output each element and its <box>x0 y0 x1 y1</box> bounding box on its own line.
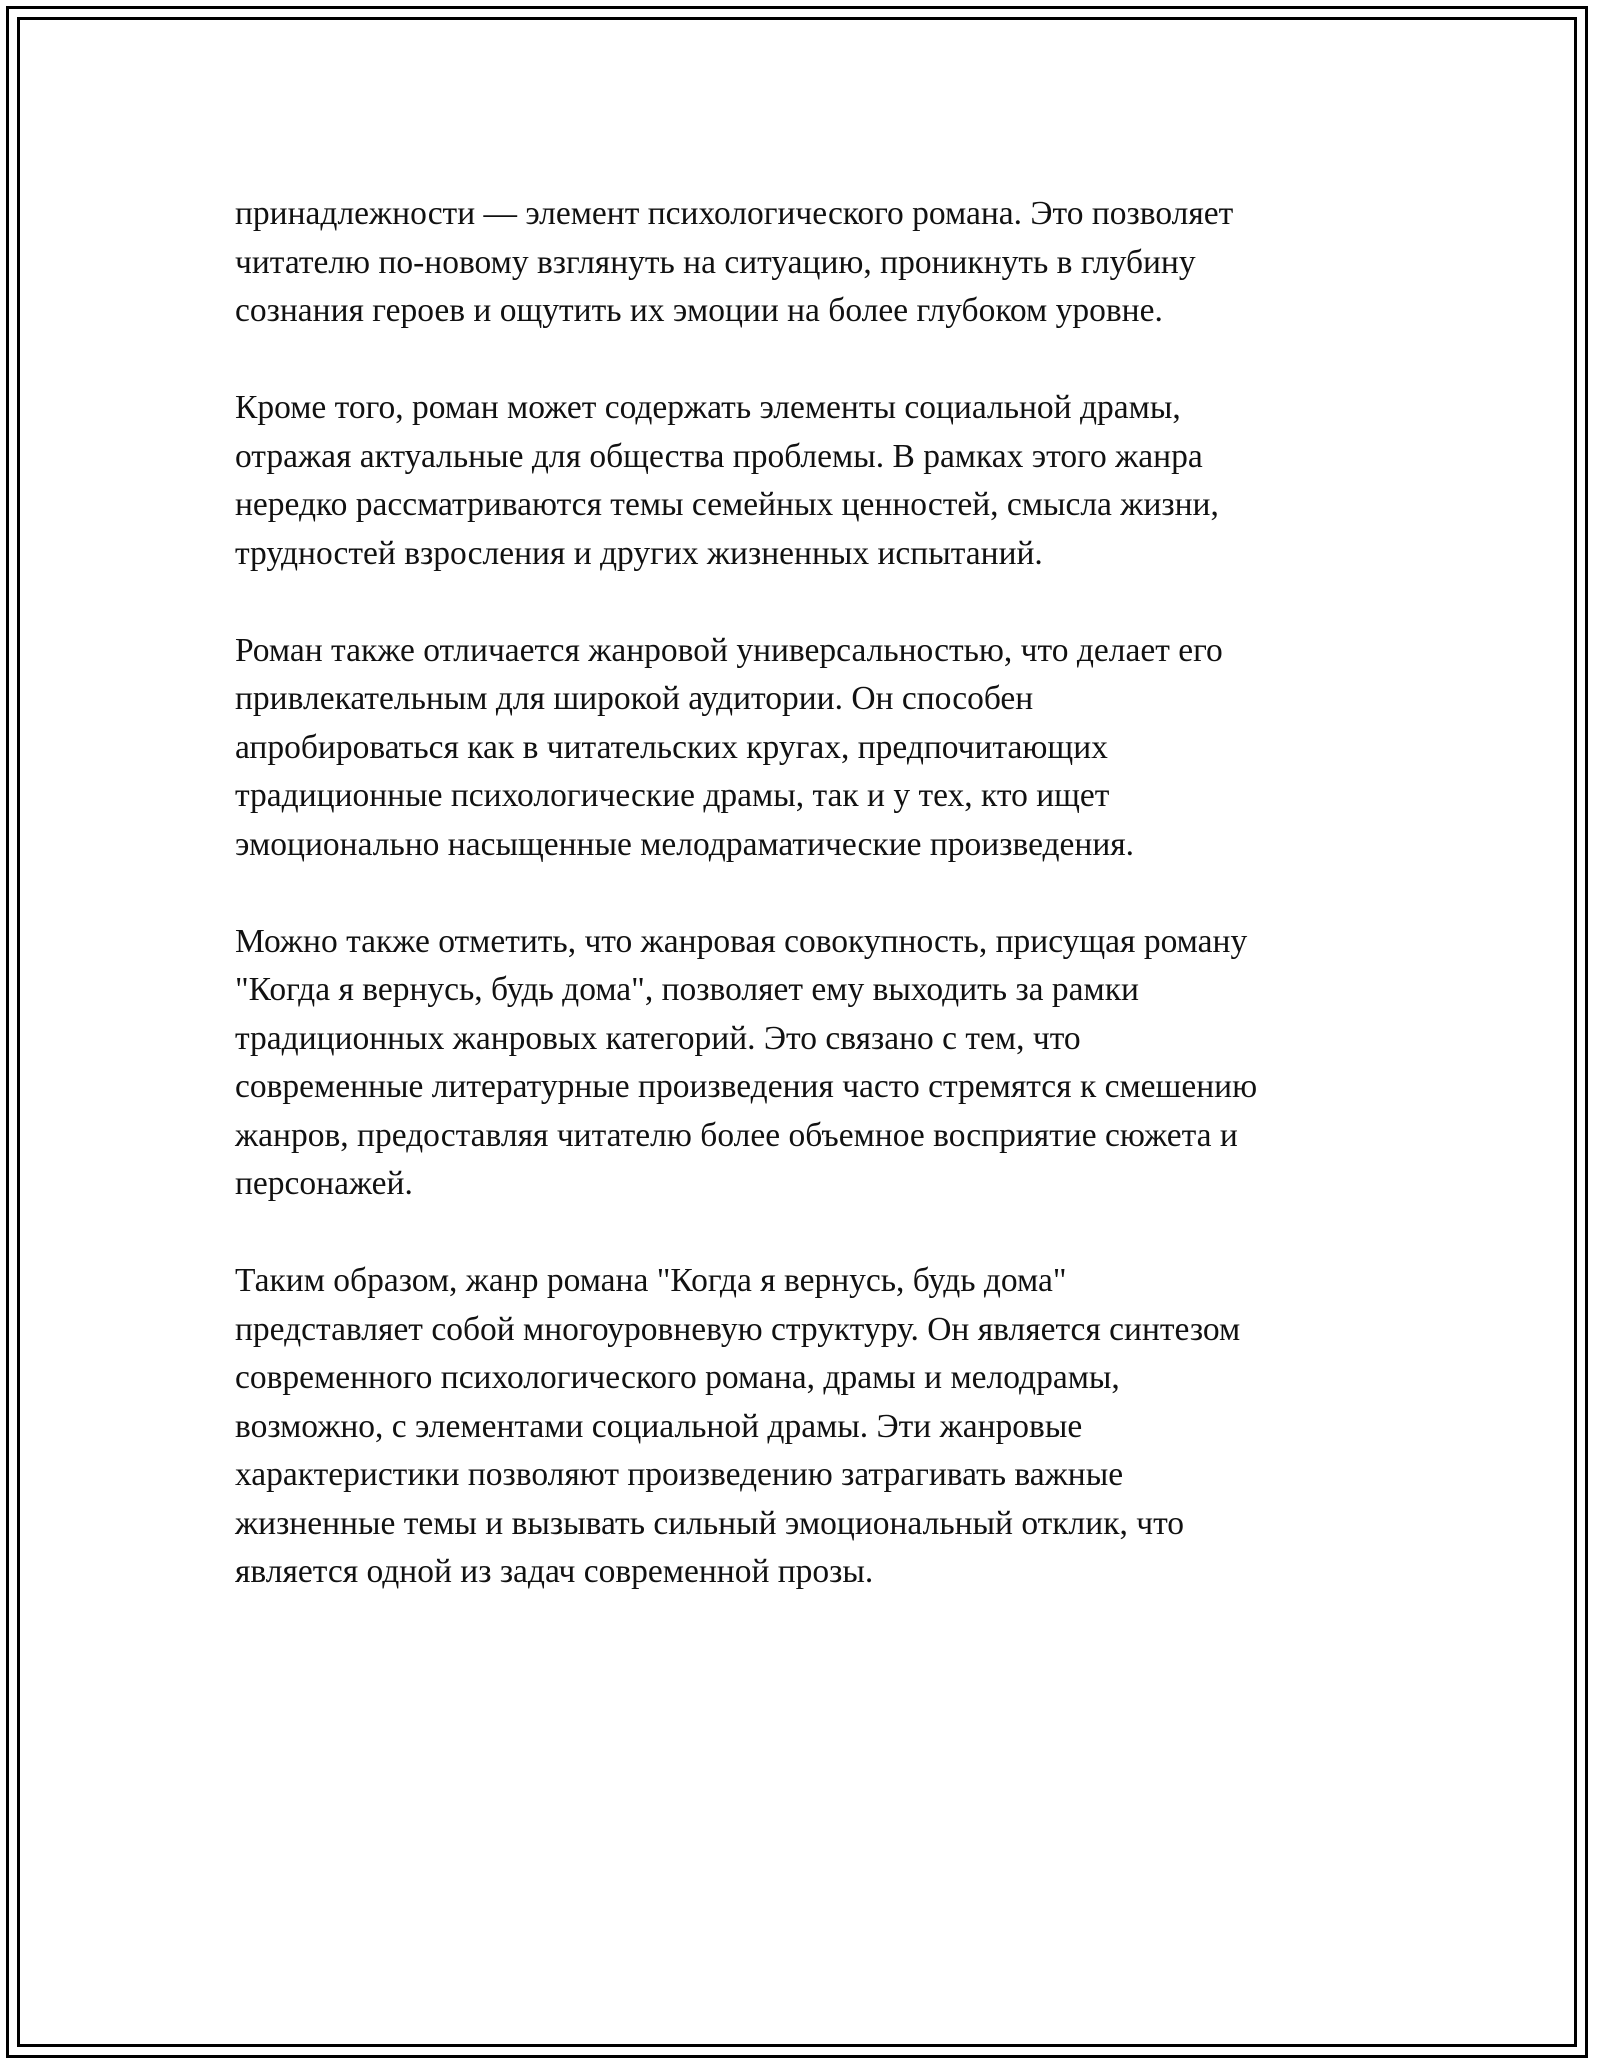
paragraph-4: Можно также отметить, что жанровая совокупность, присущая роману "Когда я вернусь, будь дома", позволяет ему выходить за рамки традиционных жанровых категорий. Это связано с тем, что современные литературные произведения часто стремятся к смешению жанров, предоставляя читателю более объемное восприятие сюжета и персонажей. <box>235 922 1258 1202</box>
paragraph-2: Кроме того, роман может содержать элементы социальной драмы, отражая актуальные для общества проблемы. В рамках этого жанра нередко рассматриваются темы семейных ценностей, смысла жизни, трудностей взросления и других жизненных испытаний. <box>235 389 1219 572</box>
paragraph-1: принадлежности — элемент психологического романа. Это позволяет читателю по-новому взглянуть на ситуацию, проникнуть в глубину сознания героев и ощутить их эмоции на более глубоком уровне. <box>235 195 1234 329</box>
document-body <box>235 190 1375 1597</box>
paragraph-3: Роман также отличается жанровой универсальностью, что делает его привлекательным для широкой аудитории. Он способен апробироваться как в читательских кругах, предпочитающих традиционные психологические драмы, так и у тех, кто ищет эмоционально насыщенные мелодраматические произведения. <box>235 631 1223 863</box>
paragraph-5: Таким образом, жанр романа "Когда я вернусь, будь дома" представляет собой многоуровневую структуру. Он является синтезом современного психологического романа, драмы и мелодрамы, возможно, с элементами социальной драмы. Эти жанровые характеристики позволяют произведению затрагивать важные жизненные темы и вызывать сильный эмоциональный отклик, что является одной из задач современной прозы. <box>235 1262 1241 1590</box>
